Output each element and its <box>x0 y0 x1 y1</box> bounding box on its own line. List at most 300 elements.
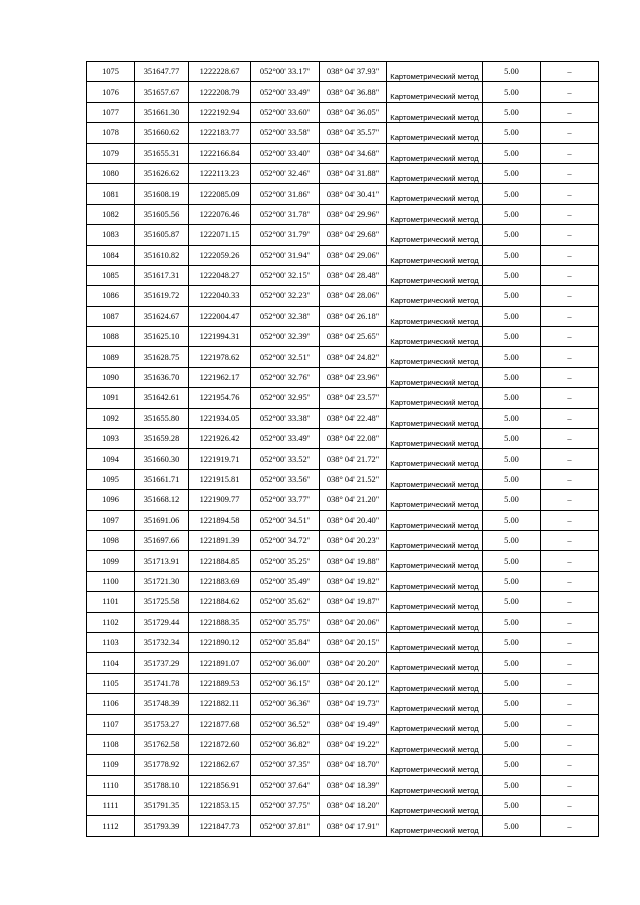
latitude-cell: 052°00' 33.40" <box>251 143 320 163</box>
accuracy-cell: 5.00 <box>483 265 541 285</box>
point-number-cell: 1096 <box>87 490 135 510</box>
method-cell <box>387 796 483 816</box>
point-number-cell: 1077 <box>87 102 135 122</box>
y-coordinate-cell: 1222085.09 <box>189 184 251 204</box>
point-number-cell: 1102 <box>87 612 135 632</box>
longitude-cell: 038° 04' 22.48" <box>320 408 387 428</box>
point-number-cell: 1081 <box>87 184 135 204</box>
accuracy-cell: 5.00 <box>483 429 541 449</box>
y-coordinate-cell: 1221884.85 <box>189 551 251 571</box>
method-cell <box>387 755 483 775</box>
y-coordinate-cell: 1222071.15 <box>189 225 251 245</box>
point-number-cell: 1080 <box>87 163 135 183</box>
longitude-cell: 038° 04' 30.41" <box>320 184 387 204</box>
longitude-cell: 038° 04' 19.87" <box>320 592 387 612</box>
longitude-cell: 038° 04' 26.18" <box>320 306 387 326</box>
method-text: Картометрический метод <box>390 520 479 530</box>
x-coordinate-cell: 351605.56 <box>135 204 189 224</box>
note-cell: – <box>541 204 599 224</box>
method-cell <box>387 632 483 652</box>
table-row <box>87 734 599 754</box>
longitude-cell: 038° 04' 29.06" <box>320 245 387 265</box>
longitude-cell: 038° 04' 28.48" <box>320 265 387 285</box>
table-row <box>87 673 599 693</box>
method-text: Картометрический метод <box>390 602 479 612</box>
longitude-cell: 038° 04' 36.05" <box>320 102 387 122</box>
note-cell: – <box>541 571 599 591</box>
method-cell <box>387 408 483 428</box>
table-row <box>87 163 599 183</box>
table-row <box>87 612 599 632</box>
longitude-cell: 038° 04' 29.96" <box>320 204 387 224</box>
method-text: Картометрический метод <box>390 765 479 775</box>
accuracy-cell: 5.00 <box>483 469 541 489</box>
latitude-cell: 052°00' 36.36" <box>251 694 320 714</box>
x-coordinate-cell: 351628.75 <box>135 347 189 367</box>
y-coordinate-cell: 1222208.79 <box>189 82 251 102</box>
x-coordinate-cell: 351636.70 <box>135 367 189 387</box>
longitude-cell: 038° 04' 19.73" <box>320 694 387 714</box>
accuracy-cell: 5.00 <box>483 714 541 734</box>
method-cell <box>387 184 483 204</box>
x-coordinate-cell: 351741.78 <box>135 673 189 693</box>
note-cell: – <box>541 775 599 795</box>
method-cell <box>387 327 483 347</box>
point-number-cell: 1092 <box>87 408 135 428</box>
method-text: Картометрический метод <box>390 540 479 550</box>
method-text: Картометрический метод <box>390 459 479 469</box>
table-row <box>87 653 599 673</box>
table-row <box>87 327 599 347</box>
table-row <box>87 530 599 550</box>
longitude-cell: 038° 04' 37.93" <box>320 62 387 82</box>
table-row <box>87 265 599 285</box>
point-number-cell: 1083 <box>87 225 135 245</box>
method-text: Картометрический метод <box>390 479 479 489</box>
table-row <box>87 714 599 734</box>
longitude-cell: 038° 04' 34.68" <box>320 143 387 163</box>
longitude-cell: 038° 04' 22.08" <box>320 429 387 449</box>
accuracy-cell: 5.00 <box>483 408 541 428</box>
accuracy-cell: 5.00 <box>483 592 541 612</box>
y-coordinate-cell: 1221978.62 <box>189 347 251 367</box>
longitude-cell: 038° 04' 28.06" <box>320 286 387 306</box>
note-cell: – <box>541 755 599 775</box>
latitude-cell: 052°00' 35.25" <box>251 551 320 571</box>
method-text: Картометрический метод <box>390 622 479 632</box>
method-cell <box>387 265 483 285</box>
longitude-cell: 038° 04' 20.20" <box>320 653 387 673</box>
point-number-cell: 1107 <box>87 714 135 734</box>
note-cell: – <box>541 816 599 836</box>
point-number-cell: 1111 <box>87 796 135 816</box>
latitude-cell: 052°00' 33.60" <box>251 102 320 122</box>
method-cell <box>387 612 483 632</box>
point-number-cell: 1086 <box>87 286 135 306</box>
point-number-cell: 1103 <box>87 632 135 652</box>
note-cell: – <box>541 265 599 285</box>
latitude-cell: 052°00' 37.81" <box>251 816 320 836</box>
method-cell <box>387 816 483 836</box>
method-cell <box>387 490 483 510</box>
table-row <box>87 469 599 489</box>
y-coordinate-cell: 1221853.15 <box>189 796 251 816</box>
y-coordinate-cell: 1221877.68 <box>189 714 251 734</box>
point-number-cell: 1088 <box>87 327 135 347</box>
method-cell <box>387 143 483 163</box>
y-coordinate-cell: 1221847.73 <box>189 816 251 836</box>
y-coordinate-cell: 1221915.81 <box>189 469 251 489</box>
method-cell <box>387 571 483 591</box>
note-cell: – <box>541 612 599 632</box>
y-coordinate-cell: 1222113.23 <box>189 163 251 183</box>
note-cell: – <box>541 551 599 571</box>
latitude-cell: 052°00' 32.46" <box>251 163 320 183</box>
point-number-cell: 1095 <box>87 469 135 489</box>
latitude-cell: 052°00' 31.79" <box>251 225 320 245</box>
longitude-cell: 038° 04' 20.40" <box>320 510 387 530</box>
note-cell: – <box>541 510 599 530</box>
latitude-cell: 052°00' 33.52" <box>251 449 320 469</box>
accuracy-cell: 5.00 <box>483 530 541 550</box>
table-row <box>87 429 599 449</box>
accuracy-cell: 5.00 <box>483 82 541 102</box>
table-row <box>87 592 599 612</box>
accuracy-cell: 5.00 <box>483 367 541 387</box>
method-text: Картометрический метод <box>390 235 479 245</box>
y-coordinate-cell: 1221934.05 <box>189 408 251 428</box>
x-coordinate-cell: 351793.39 <box>135 816 189 836</box>
method-text: Картометрический метод <box>390 683 479 693</box>
note-cell: – <box>541 673 599 693</box>
table-row <box>87 551 599 571</box>
method-cell <box>387 653 483 673</box>
longitude-cell: 038° 04' 25.65" <box>320 327 387 347</box>
x-coordinate-cell: 351762.58 <box>135 734 189 754</box>
method-cell <box>387 347 483 367</box>
point-number-cell: 1105 <box>87 673 135 693</box>
method-cell <box>387 102 483 122</box>
method-cell <box>387 286 483 306</box>
point-number-cell: 1101 <box>87 592 135 612</box>
latitude-cell: 052°00' 32.38" <box>251 306 320 326</box>
longitude-cell: 038° 04' 17.91" <box>320 816 387 836</box>
coordinates-table <box>86 61 599 837</box>
longitude-cell: 038° 04' 29.68" <box>320 225 387 245</box>
latitude-cell: 052°00' 31.86" <box>251 184 320 204</box>
method-text: Картометрический метод <box>390 296 479 306</box>
point-number-cell: 1109 <box>87 755 135 775</box>
longitude-cell: 038° 04' 23.57" <box>320 388 387 408</box>
x-coordinate-cell: 351748.39 <box>135 694 189 714</box>
method-text: Картометрический метод <box>390 377 479 387</box>
x-coordinate-cell: 351737.29 <box>135 653 189 673</box>
latitude-cell: 052°00' 35.75" <box>251 612 320 632</box>
note-cell: – <box>541 632 599 652</box>
longitude-cell: 038° 04' 18.70" <box>320 755 387 775</box>
point-number-cell: 1082 <box>87 204 135 224</box>
latitude-cell: 052°00' 32.76" <box>251 367 320 387</box>
method-text: Картометрический метод <box>390 153 479 163</box>
y-coordinate-cell: 1222192.94 <box>189 102 251 122</box>
method-text: Картометрический метод <box>390 255 479 265</box>
method-text: Картометрический метод <box>390 173 479 183</box>
accuracy-cell: 5.00 <box>483 143 541 163</box>
method-cell <box>387 530 483 550</box>
table-row <box>87 347 599 367</box>
y-coordinate-cell: 1221856.91 <box>189 775 251 795</box>
table-row <box>87 571 599 591</box>
accuracy-cell: 5.00 <box>483 653 541 673</box>
note-cell: – <box>541 490 599 510</box>
note-cell: – <box>541 530 599 550</box>
point-number-cell: 1099 <box>87 551 135 571</box>
longitude-cell: 038° 04' 20.06" <box>320 612 387 632</box>
latitude-cell: 052°00' 35.84" <box>251 632 320 652</box>
method-cell <box>387 62 483 82</box>
table-row <box>87 82 599 102</box>
table-row <box>87 204 599 224</box>
x-coordinate-cell: 351642.61 <box>135 388 189 408</box>
latitude-cell: 052°00' 36.15" <box>251 673 320 693</box>
table-row <box>87 796 599 816</box>
y-coordinate-cell: 1221889.53 <box>189 673 251 693</box>
x-coordinate-cell: 351625.10 <box>135 327 189 347</box>
accuracy-cell: 5.00 <box>483 184 541 204</box>
x-coordinate-cell: 351660.30 <box>135 449 189 469</box>
x-coordinate-cell: 351788.10 <box>135 775 189 795</box>
table-row <box>87 184 599 204</box>
note-cell: – <box>541 306 599 326</box>
x-coordinate-cell: 351725.58 <box>135 592 189 612</box>
table-row <box>87 388 599 408</box>
x-coordinate-cell: 351660.62 <box>135 123 189 143</box>
y-coordinate-cell: 1222076.46 <box>189 204 251 224</box>
point-number-cell: 1110 <box>87 775 135 795</box>
method-text: Картометрический метод <box>390 806 479 816</box>
accuracy-cell: 5.00 <box>483 694 541 714</box>
longitude-cell: 038° 04' 31.88" <box>320 163 387 183</box>
accuracy-cell: 5.00 <box>483 612 541 632</box>
method-text: Картометрический метод <box>390 71 479 81</box>
method-cell <box>387 714 483 734</box>
note-cell: – <box>541 163 599 183</box>
x-coordinate-cell: 351608.19 <box>135 184 189 204</box>
method-text: Картометрический метод <box>390 275 479 285</box>
method-text: Картометрический метод <box>390 439 479 449</box>
longitude-cell: 038° 04' 21.72" <box>320 449 387 469</box>
point-number-cell: 1087 <box>87 306 135 326</box>
x-coordinate-cell: 351661.30 <box>135 102 189 122</box>
accuracy-cell: 5.00 <box>483 551 541 571</box>
point-number-cell: 1100 <box>87 571 135 591</box>
table-row <box>87 490 599 510</box>
note-cell: – <box>541 367 599 387</box>
point-number-cell: 1108 <box>87 734 135 754</box>
method-cell <box>387 225 483 245</box>
point-number-cell: 1085 <box>87 265 135 285</box>
latitude-cell: 052°00' 33.49" <box>251 82 320 102</box>
longitude-cell: 038° 04' 23.96" <box>320 367 387 387</box>
method-text: Картометрический метод <box>390 337 479 347</box>
y-coordinate-cell: 1221891.07 <box>189 653 251 673</box>
x-coordinate-cell: 351661.71 <box>135 469 189 489</box>
accuracy-cell: 5.00 <box>483 388 541 408</box>
latitude-cell: 052°00' 32.23" <box>251 286 320 306</box>
x-coordinate-cell: 351721.30 <box>135 571 189 591</box>
note-cell: – <box>541 286 599 306</box>
y-coordinate-cell: 1222228.67 <box>189 62 251 82</box>
latitude-cell: 052°00' 33.77" <box>251 490 320 510</box>
x-coordinate-cell: 351732.34 <box>135 632 189 652</box>
accuracy-cell: 5.00 <box>483 755 541 775</box>
note-cell: – <box>541 449 599 469</box>
y-coordinate-cell: 1222183.77 <box>189 123 251 143</box>
table-row <box>87 225 599 245</box>
point-number-cell: 1104 <box>87 653 135 673</box>
x-coordinate-cell: 351610.82 <box>135 245 189 265</box>
method-text: Картометрический метод <box>390 561 479 571</box>
table-row <box>87 632 599 652</box>
method-cell <box>387 306 483 326</box>
method-cell <box>387 163 483 183</box>
longitude-cell: 038° 04' 18.39" <box>320 775 387 795</box>
latitude-cell: 052°00' 36.82" <box>251 734 320 754</box>
accuracy-cell: 5.00 <box>483 123 541 143</box>
method-text: Картометрический метод <box>390 826 479 836</box>
longitude-cell: 038° 04' 19.49" <box>320 714 387 734</box>
point-number-cell: 1089 <box>87 347 135 367</box>
accuracy-cell: 5.00 <box>483 490 541 510</box>
note-cell: – <box>541 694 599 714</box>
latitude-cell: 052°00' 37.64" <box>251 775 320 795</box>
x-coordinate-cell: 351713.91 <box>135 551 189 571</box>
y-coordinate-cell: 1222048.27 <box>189 265 251 285</box>
x-coordinate-cell: 351655.31 <box>135 143 189 163</box>
note-cell: – <box>541 734 599 754</box>
note-cell: – <box>541 714 599 734</box>
note-cell: – <box>541 796 599 816</box>
point-number-cell: 1079 <box>87 143 135 163</box>
longitude-cell: 038° 04' 24.82" <box>320 347 387 367</box>
note-cell: – <box>541 429 599 449</box>
table-row <box>87 286 599 306</box>
x-coordinate-cell: 351624.67 <box>135 306 189 326</box>
latitude-cell: 052°00' 34.72" <box>251 530 320 550</box>
note-cell: – <box>541 347 599 367</box>
latitude-cell: 052°00' 36.52" <box>251 714 320 734</box>
method-cell <box>387 592 483 612</box>
accuracy-cell: 5.00 <box>483 62 541 82</box>
longitude-cell: 038° 04' 20.12" <box>320 673 387 693</box>
note-cell: – <box>541 82 599 102</box>
note-cell: – <box>541 225 599 245</box>
method-cell <box>387 551 483 571</box>
longitude-cell: 038° 04' 20.23" <box>320 530 387 550</box>
y-coordinate-cell: 1221909.77 <box>189 490 251 510</box>
point-number-cell: 1093 <box>87 429 135 449</box>
method-cell <box>387 469 483 489</box>
method-cell <box>387 694 483 714</box>
point-number-cell: 1075 <box>87 62 135 82</box>
latitude-cell: 052°00' 31.94" <box>251 245 320 265</box>
y-coordinate-cell: 1221994.31 <box>189 327 251 347</box>
table-row <box>87 408 599 428</box>
table-row <box>87 449 599 469</box>
latitude-cell: 052°00' 37.35" <box>251 755 320 775</box>
point-number-cell: 1097 <box>87 510 135 530</box>
x-coordinate-cell: 351697.66 <box>135 530 189 550</box>
accuracy-cell: 5.00 <box>483 775 541 795</box>
y-coordinate-cell: 1221954.76 <box>189 388 251 408</box>
x-coordinate-cell: 351626.62 <box>135 163 189 183</box>
longitude-cell: 038° 04' 19.82" <box>320 571 387 591</box>
table-row <box>87 143 599 163</box>
y-coordinate-cell: 1222059.26 <box>189 245 251 265</box>
longitude-cell: 038° 04' 19.88" <box>320 551 387 571</box>
method-text: Картометрический метод <box>390 663 479 673</box>
table-row <box>87 102 599 122</box>
point-number-cell: 1076 <box>87 82 135 102</box>
y-coordinate-cell: 1221926.42 <box>189 429 251 449</box>
y-coordinate-cell: 1221862.67 <box>189 755 251 775</box>
method-text: Картометрический метод <box>390 92 479 102</box>
method-cell <box>387 82 483 102</box>
note-cell: – <box>541 184 599 204</box>
method-text: Картометрический метод <box>390 785 479 795</box>
y-coordinate-cell: 1221894.58 <box>189 510 251 530</box>
accuracy-cell: 5.00 <box>483 306 541 326</box>
y-coordinate-cell: 1221888.35 <box>189 612 251 632</box>
method-text: Картометрический метод <box>390 316 479 326</box>
accuracy-cell: 5.00 <box>483 632 541 652</box>
point-number-cell: 1094 <box>87 449 135 469</box>
accuracy-cell: 5.00 <box>483 225 541 245</box>
method-cell <box>387 734 483 754</box>
latitude-cell: 052°00' 34.51" <box>251 510 320 530</box>
y-coordinate-cell: 1221872.60 <box>189 734 251 754</box>
point-number-cell: 1098 <box>87 530 135 550</box>
point-number-cell: 1084 <box>87 245 135 265</box>
x-coordinate-cell: 351655.80 <box>135 408 189 428</box>
method-cell <box>387 775 483 795</box>
longitude-cell: 038° 04' 36.88" <box>320 82 387 102</box>
x-coordinate-cell: 351753.27 <box>135 714 189 734</box>
note-cell: – <box>541 62 599 82</box>
method-text: Картометрический метод <box>390 133 479 143</box>
note-cell: – <box>541 245 599 265</box>
method-cell <box>387 245 483 265</box>
longitude-cell: 038° 04' 21.52" <box>320 469 387 489</box>
latitude-cell: 052°00' 33.38" <box>251 408 320 428</box>
method-text: Картометрический метод <box>390 357 479 367</box>
y-coordinate-cell: 1222004.47 <box>189 306 251 326</box>
method-cell <box>387 204 483 224</box>
x-coordinate-cell: 351657.67 <box>135 82 189 102</box>
x-coordinate-cell: 351617.31 <box>135 265 189 285</box>
method-cell <box>387 673 483 693</box>
latitude-cell: 052°00' 33.56" <box>251 469 320 489</box>
accuracy-cell: 5.00 <box>483 510 541 530</box>
table-row <box>87 775 599 795</box>
latitude-cell: 052°00' 32.39" <box>251 327 320 347</box>
latitude-cell: 052°00' 32.51" <box>251 347 320 367</box>
accuracy-cell: 5.00 <box>483 816 541 836</box>
point-number-cell: 1112 <box>87 816 135 836</box>
point-number-cell: 1106 <box>87 694 135 714</box>
latitude-cell: 052°00' 37.75" <box>251 796 320 816</box>
point-number-cell: 1090 <box>87 367 135 387</box>
